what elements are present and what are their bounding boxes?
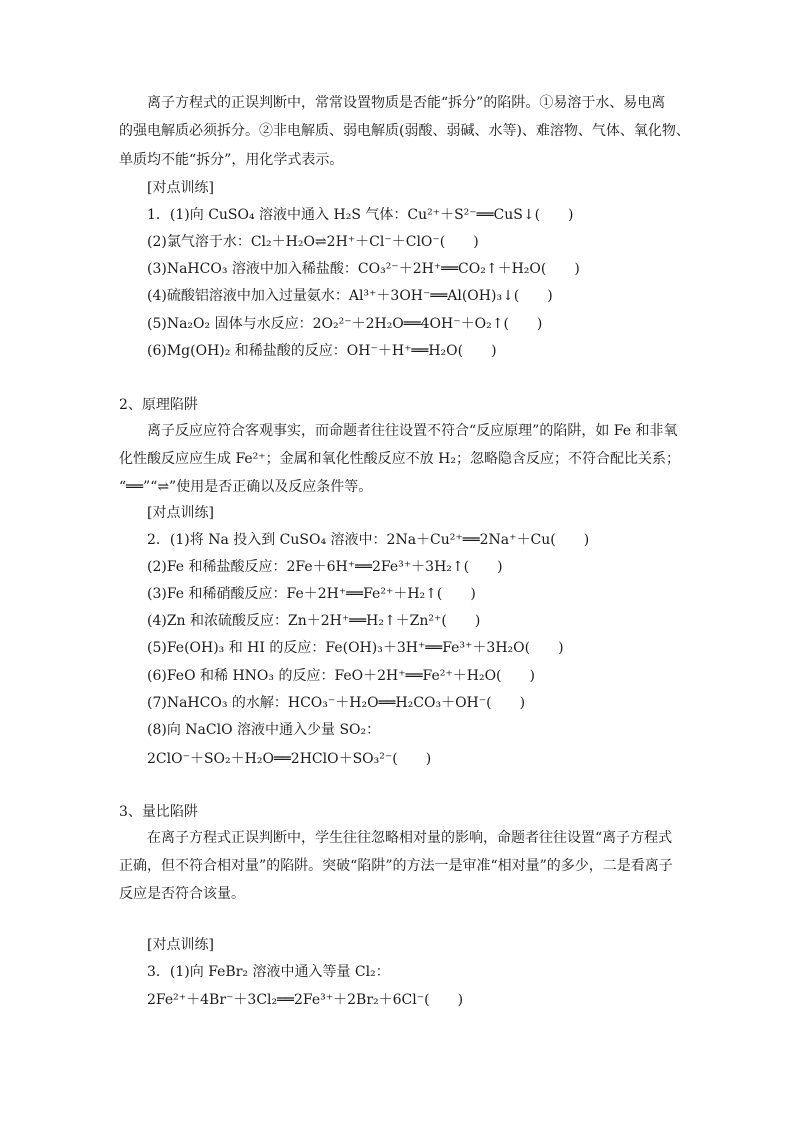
section2-item-1: 2．(1)将 Na 投入到 CuSO₄ 溶液中：2Na＋Cu²⁺══2Na⁺＋Cu( ) <box>147 532 590 548</box>
section2-item-5: (5)Fe(OH)₃ 和 HI 的反应：Fe(OH)₃＋3H⁺══Fe³⁺＋3H₂O( ) <box>147 640 564 656</box>
section2-item-7: (7)NaHCO₃ 的水解：HCO₃⁻＋H₂O══H₂CO₃＋OH⁻( ) <box>147 695 526 711</box>
section3-item-1-equation: 2Fe²⁺＋4Br⁻＋3Cl₂══2Fe³⁺＋2Br₂＋6Cl⁻( ) <box>147 992 464 1008</box>
section2-item-2: (2)Fe 和稀盐酸反应：2Fe＋6H⁺══2Fe³⁺＋3H₂↑( ) <box>147 559 503 575</box>
section2-item-4: (4)Zn 和浓硫酸反应：Zn＋2H⁺══H₂↑＋Zn²⁺( ) <box>147 613 481 629</box>
section3-intro-line-3: 反应是否符合该量。 <box>119 886 245 902</box>
section2-item-8: (8)向 NaClO 溶液中通入少量 SO₂： <box>147 722 381 738</box>
section1-item-3: (3)NaHCO₃ 溶液中加入稀盐酸：CO₃²⁻＋2H⁺══CO₂↑＋H₂O( ) <box>147 261 580 277</box>
section2-heading: 2、原理陷阱 <box>119 397 198 413</box>
section1-intro-line-3: 单质均不能“拆分”，用化学式表示。 <box>119 152 344 168</box>
section2-intro-line-1: 离子反应应符合客观事实，而命题者往往设置不符合“反应原理”的陷阱，如 Fe 和非氧 <box>147 423 678 439</box>
section1-intro-line-2: 的强电解质必须拆分。②非电解质、弱电解质(弱酸、弱碱、水等)、难溶物、气体、氧化物、 <box>119 123 690 139</box>
section2-intro-line-2: 化性酸反应应生成 Fe²⁺；金属和氧化性酸反应不放 H₂；忽略隐含反应；不符合配比关系； <box>119 451 680 467</box>
section1-item-1: 1．(1)向 CuSO₄ 溶液中通入 H₂S 气体：Cu²⁺＋S²⁻══CuS↓( ) <box>147 207 574 223</box>
section1-item-2: (2)氯气溶于水：Cl₂＋H₂O⇌2H⁺＋Cl⁻＋ClO⁻( ) <box>147 234 479 250</box>
section1-item-4: (4)硫酸铝溶液中加入过量氨水：Al³⁺＋3OH⁻══Al(OH)₃↓( ) <box>147 288 553 304</box>
section2-practice-label: [对点训练] <box>147 505 214 521</box>
section2-item-8-equation: 2ClO⁻＋SO₂＋H₂O══2HClO＋SO₃²⁻( ) <box>147 751 432 767</box>
section1-practice-label: [对点训练] <box>147 180 214 196</box>
section2-item-3: (3)Fe 和稀硝酸反应：Fe＋2H⁺══Fe²⁺＋H₂↑( ) <box>147 586 476 602</box>
section1-item-5: (5)Na₂O₂ 固体与水反应：2O₂²⁻＋2H₂O══4OH⁻＋O₂↑( ) <box>147 316 543 332</box>
section1-intro-line-1: 离子方程式的正误判断中，常常设置物质是否能“拆分”的陷阱。①易溶于水、易电离 <box>147 95 666 111</box>
section3-intro-line-1: 在离子方程式正误判断中，学生往往忽略相对量的影响，命题者往往设置“离子方程式 <box>147 830 673 846</box>
section1-item-6: (6)Mg(OH)₂ 和稀盐酸的反应：OH⁻＋H⁺══H₂O( ) <box>147 343 497 359</box>
section3-item-1: 3．(1)向 FeBr₂ 溶液中通入等量 Cl₂： <box>147 964 390 980</box>
section3-heading: 3、量比陷阱 <box>119 804 198 820</box>
section3-practice-label: [对点训练] <box>147 937 214 953</box>
section2-intro-line-3: “══”“⇌”使用是否正确以及反应条件等。 <box>119 479 373 495</box>
section2-item-6: (6)FeO 和稀 HNO₃ 的反应：FeO＋2H⁺══Fe²⁺＋H₂O( ) <box>147 668 535 684</box>
section3-intro-line-2: 正确，但不符合相对量”的陷阱。突破“陷阱”的方法一是审准“相对量”的多少，二是看离子 <box>119 858 673 874</box>
